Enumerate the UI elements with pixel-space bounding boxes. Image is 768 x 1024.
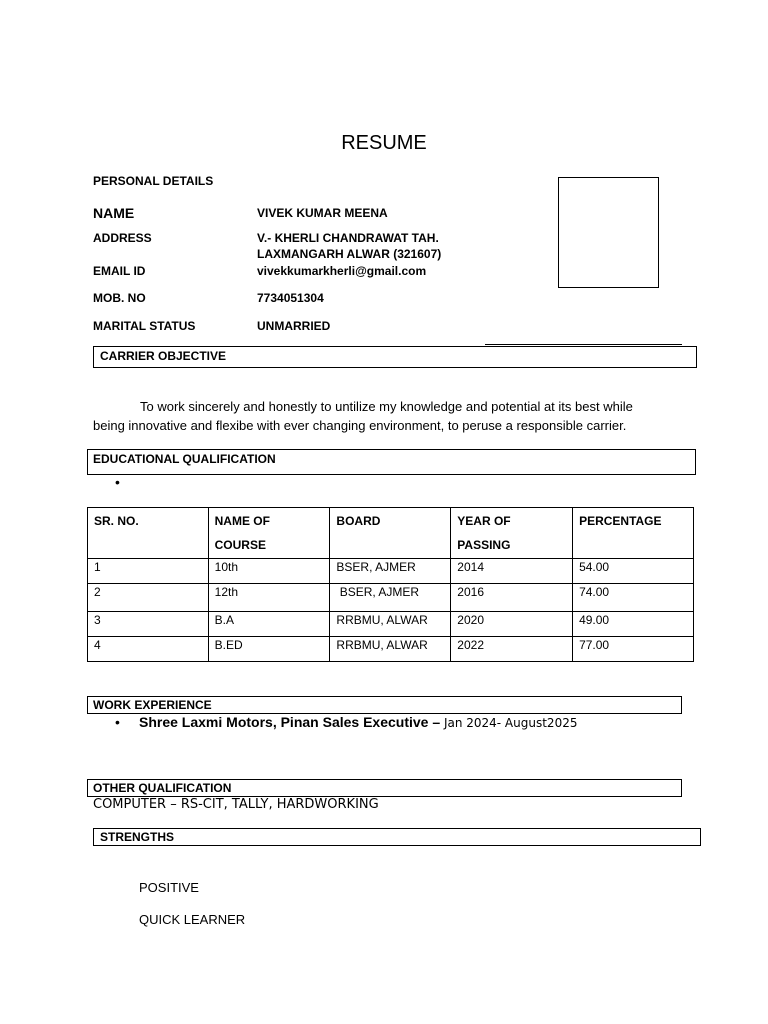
cell-course: 10th xyxy=(208,559,330,584)
work-heading-box xyxy=(87,696,682,714)
mobile-value: 7734051304 xyxy=(257,291,324,305)
header-board: BOARD xyxy=(330,508,451,559)
strength-item: POSITIVE xyxy=(139,880,199,895)
education-heading-box xyxy=(87,449,696,475)
cell-percentage: 74.00 xyxy=(573,584,694,612)
cell-board: BSER, AJMER xyxy=(330,584,451,612)
cell-board: RRBMU, ALWAR xyxy=(330,612,451,637)
name-label: NAME xyxy=(93,205,135,221)
table-header-row xyxy=(88,508,694,559)
header-course-line2: COURSE xyxy=(214,538,266,552)
address-line2: LAXMANGARH ALWAR (321607) xyxy=(257,247,442,261)
cell-year: 2022 xyxy=(451,637,573,662)
address-line1: V.- KHERLI CHANDRAWAT TAH. xyxy=(257,231,439,245)
table-row xyxy=(88,559,694,584)
marital-status-value: UNMARRIED xyxy=(257,319,331,333)
objective-line1: To work sincerely and honestly to untilize my knowledge and potential at its best while xyxy=(140,399,633,414)
cell-year: 2014 xyxy=(451,559,573,584)
work-company: Shree Laxmi Motors, Pinan Sales Executive – xyxy=(139,714,441,730)
table-row xyxy=(88,584,694,612)
email-label: EMAIL ID xyxy=(93,264,146,278)
cell-sr: 1 xyxy=(88,559,209,584)
address-label: ADDRESS xyxy=(93,231,152,245)
cell-year: 2016 xyxy=(451,584,573,612)
education-heading: EDUCATIONAL QUALIFICATION xyxy=(93,452,276,466)
cell-course: B.ED xyxy=(208,637,330,662)
work-entry xyxy=(139,714,577,730)
cell-percentage: 49.00 xyxy=(573,612,694,637)
objective-line2: being innovative and flexibe with ever changing environment, to peruse a responsible carrier. xyxy=(93,418,627,433)
header-year: YEAR OF PASSING xyxy=(451,508,573,559)
header-percentage: PERCENTAGE xyxy=(573,508,694,559)
cell-sr: 2 xyxy=(88,584,209,612)
other-heading-box xyxy=(87,779,682,797)
strength-item: QUICK LEARNER xyxy=(139,912,246,927)
cell-board: RRBMU, ALWAR xyxy=(330,637,451,662)
objective-heading: CARRIER OBJECTIVE xyxy=(100,349,227,363)
strengths-heading: STRENGTHS xyxy=(100,830,175,844)
cell-course: 12th xyxy=(208,584,330,612)
cell-sr: 3 xyxy=(88,612,209,637)
education-table xyxy=(87,507,694,662)
header-course xyxy=(208,508,330,559)
personal-details-heading: PERSONAL DETAILS xyxy=(93,174,214,188)
objective-heading-box xyxy=(93,346,697,368)
page-title: RESUME xyxy=(341,132,427,154)
other-heading: OTHER QUALIFICATION xyxy=(93,781,232,795)
photo-placeholder xyxy=(558,177,659,288)
table-row xyxy=(88,637,694,662)
cell-sr: 4 xyxy=(88,637,209,662)
header-sr-no: SR. NO. xyxy=(88,508,209,559)
cell-board: BSER, AJMER xyxy=(330,559,451,584)
marital-status-label: MARITAL STATUS xyxy=(93,319,196,333)
cell-percentage: 77.00 xyxy=(573,637,694,662)
cell-percentage: 54.00 xyxy=(573,559,694,584)
work-dates: Jan 2024- August2025 xyxy=(440,716,578,730)
other-qualification-text: COMPUTER – RS-CIT, TALLY, HARDWORKING xyxy=(93,797,379,812)
divider-line xyxy=(485,344,682,345)
table-row xyxy=(88,612,694,637)
header-course-line1: NAME OF xyxy=(214,514,270,528)
cell-course: B.A xyxy=(208,612,330,637)
name-value: VIVEK KUMAR MEENA xyxy=(257,206,388,220)
work-heading: WORK EXPERIENCE xyxy=(93,698,212,712)
mobile-label: MOB. NO xyxy=(93,291,146,305)
cell-year: 2020 xyxy=(451,612,573,637)
education-bullet: • xyxy=(115,474,120,490)
work-bullet: • xyxy=(115,714,120,730)
strengths-heading-box xyxy=(93,828,701,846)
email-value: vivekkumarkherli@gmail.com xyxy=(257,264,427,278)
